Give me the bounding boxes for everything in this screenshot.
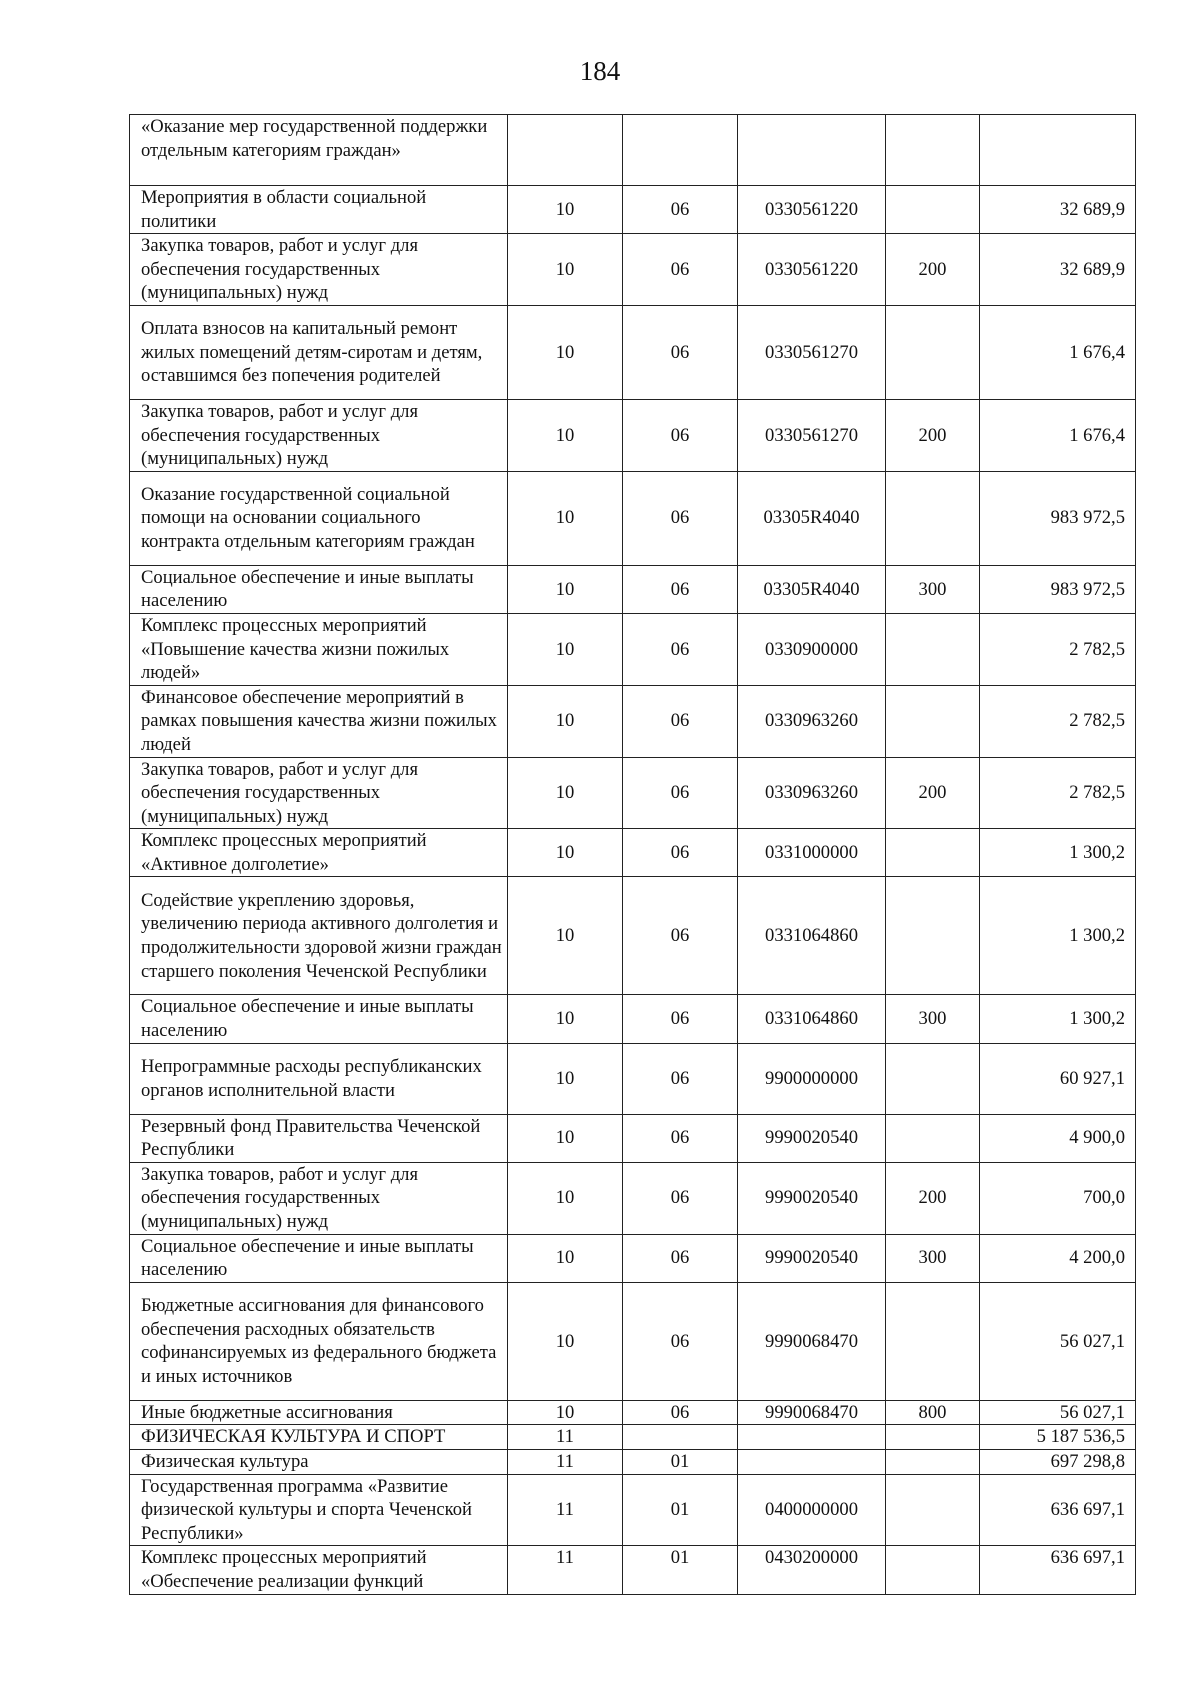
cell-name: ФИЗИЧЕСКАЯ КУЛЬТУРА И СПОРТ [130, 1425, 508, 1450]
cell-section: 10 [508, 1114, 623, 1162]
cell-expense-type [886, 1425, 980, 1450]
cell-name: Оказание государственной социальной помощи на основании социального контракта отдельным категориям граждан [130, 471, 508, 565]
cell-section: 11 [508, 1450, 623, 1475]
cell-section: 10 [508, 685, 623, 757]
table-body [130, 115, 1136, 1595]
cell-subsection: 06 [623, 685, 738, 757]
cell-target-article: 0400000000 [738, 1474, 886, 1546]
table-row [130, 1282, 1136, 1400]
cell-section: 10 [508, 757, 623, 829]
table-row [130, 234, 1136, 306]
cell-name: Резервный фонд Правительства Чеченской Республики [130, 1114, 508, 1162]
cell-subsection [623, 1425, 738, 1450]
table-row [130, 471, 1136, 565]
cell-name: «Оказание мер государственной поддержки отдельным категориям граждан» [130, 115, 508, 186]
cell-expense-type [886, 1282, 980, 1400]
cell-target-article: 0430200000 [738, 1546, 886, 1594]
cell-expense-type [886, 186, 980, 234]
cell-target-article: 0330963260 [738, 757, 886, 829]
cell-target-article [738, 1425, 886, 1450]
budget-table [129, 114, 1136, 1595]
cell-amount: 56 027,1 [980, 1400, 1136, 1425]
cell-amount: 5 187 536,5 [980, 1425, 1136, 1450]
cell-section: 10 [508, 829, 623, 877]
cell-expense-type: 200 [886, 757, 980, 829]
cell-name: Бюджетные ассигнования для финансового обеспечения расходных обязательств софинансируемых из федерального бюджета и иных источников [130, 1282, 508, 1400]
cell-expense-type [886, 1474, 980, 1546]
table-row [130, 829, 1136, 877]
cell-subsection: 06 [623, 565, 738, 613]
cell-subsection [623, 115, 738, 186]
cell-subsection: 06 [623, 1282, 738, 1400]
cell-amount: 1 676,4 [980, 305, 1136, 399]
cell-section: 10 [508, 1282, 623, 1400]
cell-target-article: 0331064860 [738, 995, 886, 1043]
cell-amount: 32 689,9 [980, 186, 1136, 234]
table-row [130, 1425, 1136, 1450]
cell-name: Закупка товаров, работ и услуг для обеспечения государственных (муниципальных) нужд [130, 757, 508, 829]
cell-expense-type: 300 [886, 1234, 980, 1282]
cell-name: Иные бюджетные ассигнования [130, 1400, 508, 1425]
cell-section: 11 [508, 1474, 623, 1546]
cell-expense-type [886, 1546, 980, 1594]
cell-expense-type [886, 685, 980, 757]
cell-target-article: 03305R4040 [738, 471, 886, 565]
cell-amount: 2 782,5 [980, 757, 1136, 829]
cell-section: 10 [508, 613, 623, 685]
cell-expense-type [886, 877, 980, 995]
cell-name: Содействие укреплению здоровья, увеличению периода активного долголетия и продолжительности здоровой жизни граждан старшего поколения Чеченской Республики [130, 877, 508, 995]
cell-section: 10 [508, 1400, 623, 1425]
cell-subsection: 06 [623, 613, 738, 685]
cell-amount: 983 972,5 [980, 565, 1136, 613]
table-row [130, 115, 1136, 186]
table-row [130, 1400, 1136, 1425]
cell-subsection: 06 [623, 1114, 738, 1162]
cell-subsection: 01 [623, 1474, 738, 1546]
cell-target-article: 9990068470 [738, 1282, 886, 1400]
cell-amount: 2 782,5 [980, 685, 1136, 757]
cell-target-article [738, 115, 886, 186]
table-row [130, 399, 1136, 471]
cell-target-article: 9990068470 [738, 1400, 886, 1425]
cell-subsection: 06 [623, 1043, 738, 1114]
cell-subsection: 06 [623, 186, 738, 234]
table-row [130, 757, 1136, 829]
table-row [130, 186, 1136, 234]
table-row [130, 1043, 1136, 1114]
cell-amount [980, 115, 1136, 186]
cell-expense-type: 200 [886, 399, 980, 471]
cell-target-article: 0330561220 [738, 186, 886, 234]
cell-amount: 60 927,1 [980, 1043, 1136, 1114]
cell-section: 11 [508, 1425, 623, 1450]
cell-expense-type: 200 [886, 234, 980, 306]
cell-expense-type [886, 613, 980, 685]
cell-expense-type [886, 1114, 980, 1162]
cell-section: 10 [508, 471, 623, 565]
cell-amount: 983 972,5 [980, 471, 1136, 565]
cell-section: 10 [508, 565, 623, 613]
cell-amount: 1 300,2 [980, 877, 1136, 995]
table-row [130, 1162, 1136, 1234]
cell-subsection: 06 [623, 1400, 738, 1425]
cell-subsection: 06 [623, 399, 738, 471]
cell-subsection: 06 [623, 877, 738, 995]
table-row [130, 613, 1136, 685]
cell-target-article: 9990020540 [738, 1162, 886, 1234]
table-row [130, 1114, 1136, 1162]
table-row [130, 995, 1136, 1043]
cell-subsection: 06 [623, 1162, 738, 1234]
cell-amount: 636 697,1 [980, 1546, 1136, 1594]
cell-name: Комплекс процессных мероприятий «Активное долголетие» [130, 829, 508, 877]
cell-section: 10 [508, 1234, 623, 1282]
cell-target-article [738, 1450, 886, 1475]
table-row [130, 1234, 1136, 1282]
cell-amount: 2 782,5 [980, 613, 1136, 685]
cell-expense-type [886, 1043, 980, 1114]
cell-name: Закупка товаров, работ и услуг для обеспечения государственных (муниципальных) нужд [130, 399, 508, 471]
cell-expense-type: 300 [886, 565, 980, 613]
cell-amount: 56 027,1 [980, 1282, 1136, 1400]
cell-section: 11 [508, 1546, 623, 1594]
cell-section: 10 [508, 995, 623, 1043]
cell-expense-type [886, 305, 980, 399]
cell-amount: 32 689,9 [980, 234, 1136, 306]
cell-name: Государственная программа «Развитие физической культуры и спорта Чеченской Республики» [130, 1474, 508, 1546]
cell-name: Социальное обеспечение и иные выплаты населению [130, 995, 508, 1043]
page-number: 184 [579, 56, 621, 86]
table-row [130, 1450, 1136, 1475]
cell-expense-type: 300 [886, 995, 980, 1043]
cell-amount: 1 676,4 [980, 399, 1136, 471]
cell-subsection: 06 [623, 1234, 738, 1282]
cell-name: Закупка товаров, работ и услуг для обеспечения государственных (муниципальных) нужд [130, 1162, 508, 1234]
cell-target-article: 0331000000 [738, 829, 886, 877]
table-row [130, 565, 1136, 613]
cell-section: 10 [508, 877, 623, 995]
cell-amount: 1 300,2 [980, 829, 1136, 877]
cell-amount: 1 300,2 [980, 995, 1136, 1043]
cell-section: 10 [508, 305, 623, 399]
table-row [130, 685, 1136, 757]
cell-name: Оплата взносов на капитальный ремонт жилых помещений детям-сиротам и детям, оставшимся без попечения родителей [130, 305, 508, 399]
cell-amount: 700,0 [980, 1162, 1136, 1234]
cell-subsection: 06 [623, 757, 738, 829]
cell-name: Социальное обеспечение и иные выплаты населению [130, 1234, 508, 1282]
cell-expense-type: 800 [886, 1400, 980, 1425]
cell-subsection: 06 [623, 471, 738, 565]
cell-target-article: 0330561270 [738, 399, 886, 471]
cell-name: Непрограммные расходы республиканских органов исполнительной власти [130, 1043, 508, 1114]
cell-target-article: 9990020540 [738, 1234, 886, 1282]
cell-subsection: 06 [623, 234, 738, 306]
cell-section: 10 [508, 186, 623, 234]
cell-amount: 697 298,8 [980, 1450, 1136, 1475]
cell-name: Комплекс процессных мероприятий «Обеспечение реализации функций [130, 1546, 508, 1594]
cell-name: Закупка товаров, работ и услуг для обеспечения государственных (муниципальных) нужд [130, 234, 508, 306]
cell-section: 10 [508, 1162, 623, 1234]
cell-target-article: 0330561220 [738, 234, 886, 306]
cell-subsection: 01 [623, 1546, 738, 1594]
cell-amount: 636 697,1 [980, 1474, 1136, 1546]
cell-section: 10 [508, 234, 623, 306]
cell-name: Комплекс процессных мероприятий «Повышение качества жизни пожилых людей» [130, 613, 508, 685]
cell-target-article: 0330963260 [738, 685, 886, 757]
cell-expense-type [886, 471, 980, 565]
cell-subsection: 06 [623, 995, 738, 1043]
cell-subsection: 06 [623, 829, 738, 877]
cell-target-article: 0330900000 [738, 613, 886, 685]
cell-name: Мероприятия в области социальной политики [130, 186, 508, 234]
cell-target-article: 9990020540 [738, 1114, 886, 1162]
cell-amount: 4 900,0 [980, 1114, 1136, 1162]
cell-expense-type [886, 829, 980, 877]
cell-section [508, 115, 623, 186]
cell-target-article: 0330561270 [738, 305, 886, 399]
table-row [130, 1474, 1136, 1546]
cell-expense-type: 200 [886, 1162, 980, 1234]
cell-expense-type [886, 1450, 980, 1475]
cell-subsection: 06 [623, 305, 738, 399]
cell-section: 10 [508, 1043, 623, 1114]
cell-name: Финансовое обеспечение мероприятий в рамках повышения качества жизни пожилых людей [130, 685, 508, 757]
cell-amount: 4 200,0 [980, 1234, 1136, 1282]
cell-target-article: 9900000000 [738, 1043, 886, 1114]
table-row [130, 1546, 1136, 1594]
cell-name: Физическая культура [130, 1450, 508, 1475]
cell-section: 10 [508, 399, 623, 471]
table-row [130, 877, 1136, 995]
cell-expense-type [886, 115, 980, 186]
table-row [130, 305, 1136, 399]
cell-target-article: 0331064860 [738, 877, 886, 995]
cell-subsection: 01 [623, 1450, 738, 1475]
cell-name: Социальное обеспечение и иные выплаты населению [130, 565, 508, 613]
cell-target-article: 03305R4040 [738, 565, 886, 613]
